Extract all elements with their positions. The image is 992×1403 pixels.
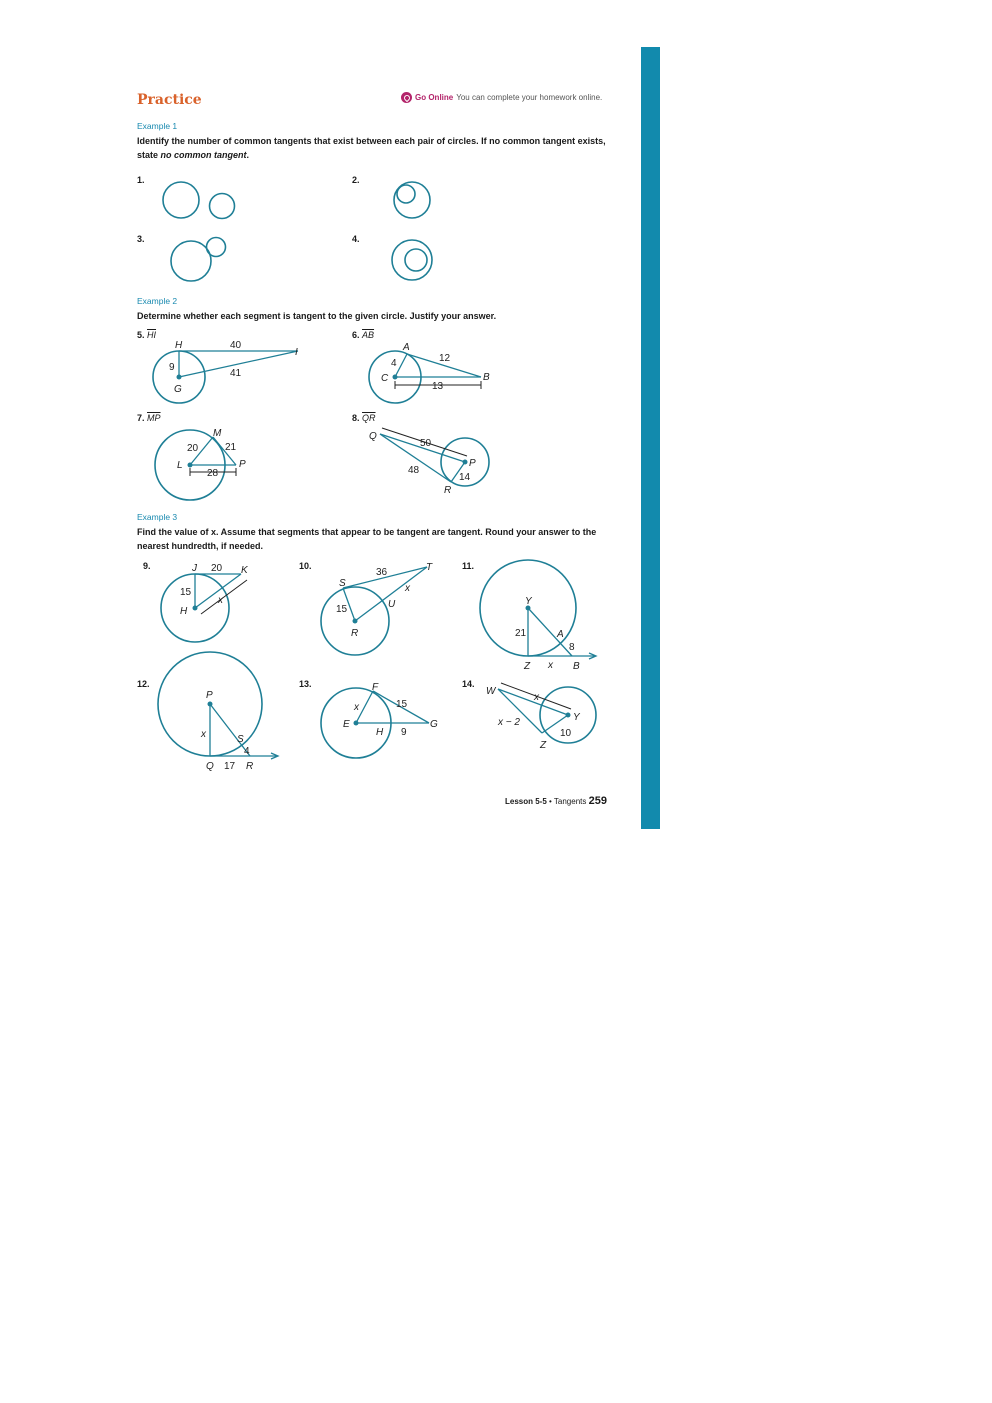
problem-9-figure — [155, 560, 255, 645]
value-x: x — [548, 660, 553, 671]
label-l: L — [177, 460, 183, 471]
label-h: H — [175, 340, 183, 351]
value-4: 4 — [244, 746, 250, 757]
label-y: Y — [525, 596, 532, 607]
problem-8-figure — [365, 422, 500, 497]
example-2-label: Example 2 — [137, 296, 178, 306]
circle-inner — [405, 249, 427, 271]
value-40: 40 — [230, 340, 242, 351]
label-s: S — [237, 734, 244, 745]
number: 7. — [137, 413, 145, 423]
circle-a — [163, 182, 199, 218]
label-b: B — [573, 661, 580, 672]
label-y: Y — [573, 712, 580, 723]
label-t: T — [426, 562, 433, 573]
label-a: A — [403, 342, 410, 353]
label-g: G — [430, 719, 438, 730]
value-x: x — [201, 729, 206, 740]
segment-name: $\overline{AB}$ — [362, 330, 375, 340]
number: 6. — [352, 330, 360, 340]
problem-6-figure — [365, 336, 500, 396]
problem-7-number — [137, 413, 161, 423]
label-f: F — [372, 682, 379, 693]
value-20: 20 — [187, 443, 199, 454]
problem-11-number: 11. — [462, 561, 475, 571]
example-2-instruction: Determine whether each segment is tangent to the given circle. Justify your answer. — [137, 311, 497, 321]
problem-1-figure — [150, 175, 250, 225]
circle-large — [171, 241, 211, 281]
page-number: 259 — [588, 795, 607, 807]
value-14: 14 — [459, 472, 471, 483]
segment-yb — [528, 608, 572, 656]
problem-14-number: 14. — [462, 679, 475, 689]
value-8: 8 — [569, 642, 575, 653]
problem-14-figure — [482, 678, 602, 753]
value-21: 21 — [225, 442, 237, 453]
value-x: x — [218, 595, 223, 606]
label-w: W — [486, 686, 496, 697]
problem-13-figure — [315, 680, 445, 765]
problem-4-number: 4. — [352, 234, 360, 244]
value-4: 4 — [391, 358, 397, 369]
center-y — [566, 713, 571, 718]
center-c — [393, 375, 398, 380]
value-15: 15 — [180, 587, 192, 598]
label-s: S — [339, 578, 346, 589]
circle-b — [210, 194, 235, 219]
number: 5. — [137, 330, 145, 340]
label-b: B — [483, 372, 490, 383]
problem-4-figure — [380, 235, 440, 285]
label-m: M — [213, 428, 222, 439]
center-p — [208, 702, 213, 707]
page-footer — [505, 795, 607, 807]
value-17: 17 — [224, 761, 236, 772]
value-x: x — [405, 583, 410, 594]
value-15: 15 — [396, 699, 408, 710]
label-z: Z — [524, 661, 531, 672]
go-online-icon — [401, 92, 412, 103]
value-50: 50 — [420, 438, 432, 449]
segment-name: $\overline{QR}$ — [362, 413, 376, 423]
value-9: 9 — [401, 727, 407, 738]
center-l — [188, 463, 193, 468]
value-20: 20 — [211, 563, 223, 574]
segment-name: $\overline{HI}$ — [147, 330, 157, 340]
segment-name: $\overline{MP}$ — [147, 413, 161, 423]
instruction-end: . — [246, 150, 250, 160]
center-r — [353, 619, 358, 624]
problem-13-number: 13. — [299, 679, 312, 689]
label-z: Z — [540, 740, 547, 751]
value-41: 41 — [230, 368, 242, 379]
segment-rt — [355, 567, 427, 621]
value-15: 15 — [336, 604, 348, 615]
value-28: 28 — [207, 468, 219, 479]
label-a: A — [557, 629, 564, 640]
value-10: 10 — [560, 728, 572, 739]
label-q: Q — [369, 431, 377, 442]
label-h: H — [376, 727, 384, 738]
segment-ca — [395, 354, 407, 377]
go-online-text: You can complete your homework online. — [456, 93, 603, 102]
measure-x — [201, 580, 247, 614]
example-1-instruction — [137, 134, 617, 162]
problem-2-figure — [380, 175, 440, 225]
value-x-minus-2: x − 2 — [498, 717, 520, 728]
segment-wy — [498, 689, 568, 715]
label-p: P — [206, 690, 213, 701]
label-c: C — [381, 373, 389, 384]
example-1-label: Example 1 — [137, 121, 178, 131]
label-r: R — [444, 485, 452, 496]
label-g: G — [174, 384, 182, 395]
value-x: x — [354, 702, 359, 713]
value-x: x — [534, 692, 539, 703]
center-p — [463, 460, 468, 465]
problem-10-figure — [315, 560, 445, 660]
instruction-text: Identify the number of common tangents that exist between each pair of circles. If no common tangent exists, state — [137, 136, 606, 160]
center-h — [193, 606, 198, 611]
problem-7-figure — [150, 425, 260, 505]
label-u: U — [388, 599, 396, 610]
problem-10-number: 10. — [299, 561, 312, 571]
label-r: R — [246, 761, 254, 772]
problem-12-figure — [150, 648, 285, 773]
label-k: K — [241, 565, 248, 576]
example-3-instruction: Find the value of x. Assume that segments that appear to be tangent are tangent. Round your answer to the nearest hundredth, if needed. — [137, 527, 597, 551]
problem-5-figure — [150, 336, 310, 396]
center-g — [177, 375, 182, 380]
label-i: I — [295, 347, 298, 358]
instruction-emphasis: no common tangent — [160, 150, 247, 160]
label-q: Q — [206, 761, 214, 772]
value-48: 48 — [408, 465, 420, 476]
problem-11-figure — [475, 558, 605, 673]
problem-2-number: 2. — [352, 175, 360, 185]
problem-3-number: 3. — [137, 234, 145, 244]
center-e — [354, 721, 359, 726]
footer-topic: Tangents — [553, 797, 587, 806]
go-online-link[interactable]: Go Online — [415, 93, 454, 102]
footer-lesson: Lesson 5-5 — [505, 797, 547, 806]
value-12: 12 — [439, 353, 451, 364]
problem-3-figure — [160, 232, 240, 287]
page-title: Practice — [137, 92, 202, 108]
label-r: R — [351, 628, 359, 639]
example-3-label: Example 3 — [137, 512, 178, 522]
value-21: 21 — [515, 628, 527, 639]
circle-small — [207, 238, 226, 257]
value-36: 36 — [376, 567, 388, 578]
go-online-note — [401, 92, 602, 103]
label-p: P — [469, 458, 476, 469]
circle-outer — [392, 240, 432, 280]
problem-9-number: 9. — [143, 561, 151, 571]
side-color-bar — [641, 47, 660, 829]
problem-12-number: 12. — [137, 679, 150, 689]
label-e: E — [343, 719, 350, 730]
value-9: 9 — [169, 362, 175, 373]
label-h: H — [180, 606, 188, 617]
label-j: J — [192, 563, 197, 574]
problem-1-number: 1. — [137, 175, 145, 185]
number: 8. — [352, 413, 360, 423]
value-13: 13 — [432, 381, 444, 392]
label-p: P — [239, 459, 246, 470]
footer-sep: • — [546, 797, 554, 806]
circle-inner — [397, 185, 415, 203]
